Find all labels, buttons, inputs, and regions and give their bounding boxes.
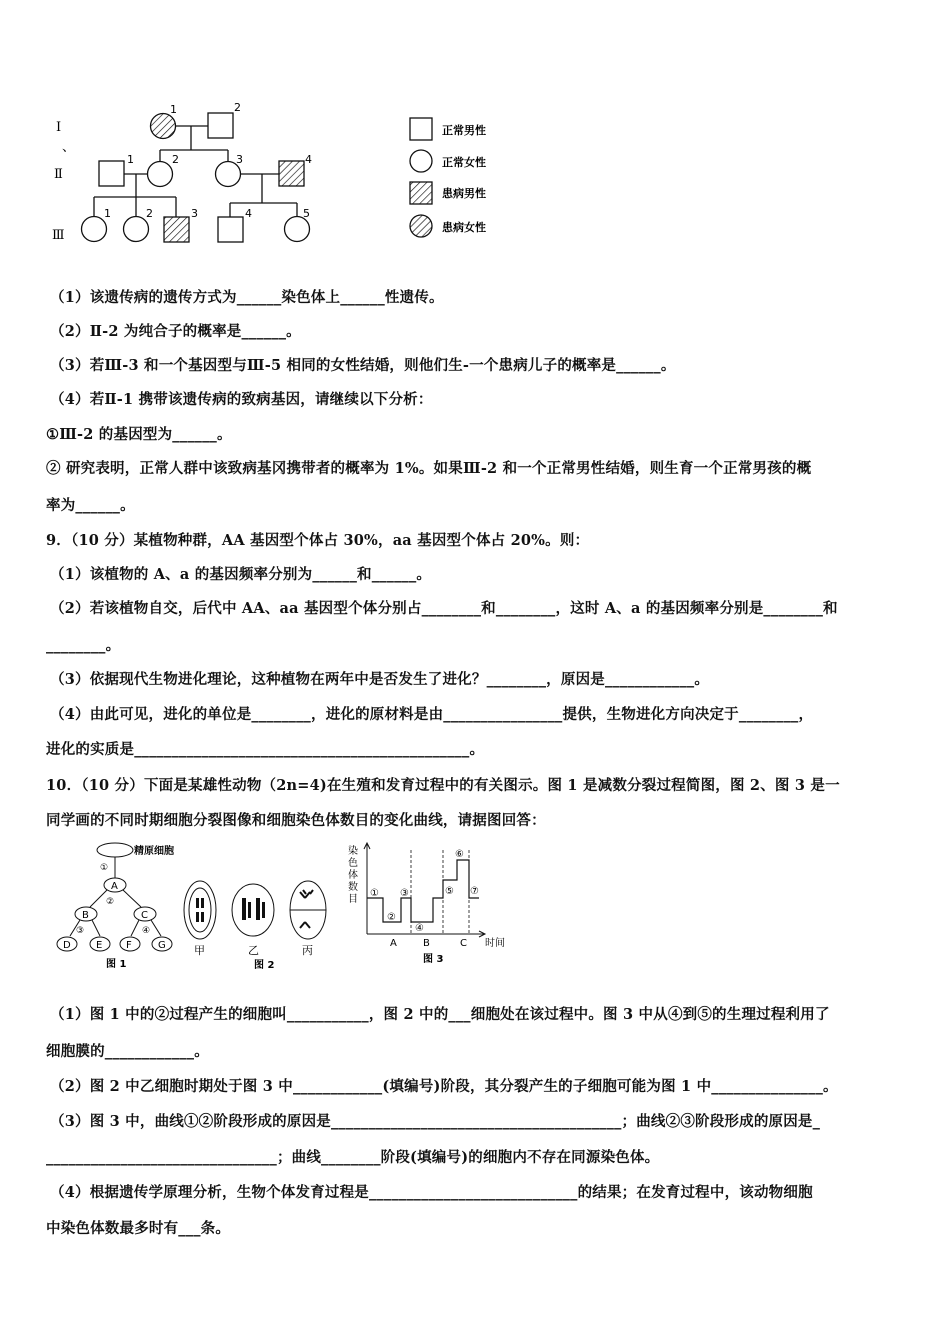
fig1-top-label: 精原细胞	[134, 846, 174, 857]
q8-part4-b-line1: ② 研究表明，正常人群中该致病基冈携带者的概率为 1%。如果Ⅲ-2 和一个正常男性结婚，则生育一个正常男孩的概	[46, 460, 812, 477]
fig2-caption: 图 2	[254, 960, 275, 971]
q8-part3: （3）若Ⅲ-3 和一个基因型与Ⅲ-5 相同的女性结婚，则他们生-一个患病儿子的概率是______。	[50, 357, 676, 374]
fig3-caption: 图 3	[423, 954, 444, 965]
q9-header: 9．（10 分）某植物种群，AA 基因型个体占 30%，aa 基因型个体占 20%。则：	[46, 532, 590, 549]
figure-2-cell-division	[178, 872, 336, 972]
gen-label-III: Ⅲ	[52, 228, 65, 243]
q9-part4-line1: （4）由此可见，进化的单位是________，进化的原材料是由________________提供，生物进化方向决定于________，	[50, 706, 814, 723]
cell-yi	[232, 884, 274, 936]
fig1-label-E: E	[96, 940, 103, 951]
num-II-4: 4	[305, 153, 312, 166]
q10-part1-line2: 细胞膜的____________。	[46, 1043, 209, 1060]
gen-sep: 、	[62, 140, 76, 155]
fig3-ylabel-char-4: 目	[348, 894, 358, 905]
legend-normal-female-symbol	[410, 150, 432, 172]
III-4-normal-male	[218, 217, 243, 242]
fig3-xtick-C: C	[460, 938, 467, 949]
I-2-normal-male	[208, 113, 233, 138]
fig1-label-G: G	[158, 940, 166, 951]
figure-1-meiosis-tree	[48, 840, 183, 975]
legend-affected-female: 患病女性	[442, 221, 486, 234]
q8-part2: （2）Ⅱ-2 为纯合子的概率是______。	[50, 323, 301, 340]
num-III-1: 1	[104, 207, 111, 220]
fig3-stage-4: ④	[415, 923, 424, 934]
II-1-normal-male	[99, 161, 124, 186]
num-III-4: 4	[245, 207, 252, 220]
legend-normal-male-symbol	[410, 118, 432, 140]
fig2-label-bing: 丙	[302, 944, 313, 957]
num-III-2: 2	[146, 207, 153, 220]
fig3-xtick-A: A	[390, 938, 397, 949]
q10-header-line2: 同学画的不同时期细胞分裂图像和细胞染色体数目的变化曲线，请据图回答：	[46, 812, 546, 829]
q8-part4-a: ①Ⅲ-2 的基因型为______。	[46, 426, 232, 443]
fig3-stage-3: ③	[400, 888, 409, 899]
fig2-label-jia: 甲	[194, 944, 205, 957]
fig3-curve	[367, 860, 479, 922]
num-II-1: 1	[127, 153, 134, 166]
q9-part3: （3）依据现代生物进化理论，这种植物在两年中是否发生了进化？________，原因是____________。	[50, 671, 710, 688]
q9-part2-line2: ________。	[46, 637, 121, 654]
fig1-label-A: A	[111, 881, 118, 892]
fig1-step-3: ③	[76, 926, 85, 936]
fig3-ylabel-char-0: 染	[348, 846, 358, 857]
fig3-stage-2: ②	[387, 912, 396, 923]
num-III-5: 5	[303, 207, 310, 220]
fig3-stage-6: ⑥	[455, 849, 464, 860]
num-III-3: 3	[191, 207, 198, 220]
gen-label-I: I	[56, 120, 62, 135]
fig1-label-F: F	[126, 940, 132, 951]
q10-part2: （2）图 2 中乙细胞时期处于图 3 中____________(填编号)阶段，其分裂产生的子细胞可能为图 1 中_______________。	[50, 1078, 838, 1095]
III-1-normal-female	[82, 217, 107, 242]
q10-header-line1: 10．（10 分）下面是某雄性动物（2n=4)在生殖和发育过程中的有关图示。图 1 是减数分裂过程简图，图 2、图 3 是一	[46, 777, 840, 794]
q9-part1: （1）该植物的 A、a 的基因频率分别为______和______。	[50, 566, 432, 583]
legend-affected-female-symbol	[410, 215, 432, 237]
fig3-ylabel-char-2: 体	[348, 870, 358, 881]
q9-part2-line1: （2）若该植物自交，后代中 AA、aa 基因型个体分别占________和________，这时 A、a 的基因频率分别是________和	[50, 600, 838, 617]
legend-normal-male: 正常男性	[442, 124, 486, 137]
fig1-step-1: ①	[100, 863, 109, 873]
II-4-affected-male	[279, 161, 304, 186]
fig1-caption: 图 1	[106, 959, 127, 970]
q8-part4-b-line2: 率为______。	[46, 497, 135, 514]
fig3-stage-5: ⑤	[445, 886, 454, 897]
q8-part1: （1）该遗传病的遗传方式为______染色体上______性遗传。	[50, 289, 444, 306]
gen-label-II: Ⅱ	[54, 167, 63, 182]
figure-3-chromosome-curve	[345, 840, 520, 970]
q10-part4-line2: 中染色体数最多时有___条。	[46, 1220, 231, 1237]
q10-part1-line1: （1）图 1 中的②过程产生的细胞叫___________，图 2 中的___细胞处在该过程中。图 3 中从④到⑤的生理过程利用了	[50, 1006, 830, 1023]
fig1-label-B: B	[82, 910, 89, 921]
q9-part4-line2: 进化的实质是_____________________________________________。	[46, 741, 485, 758]
fig1-step-4: ④	[142, 926, 151, 936]
II-2-normal-female	[148, 162, 173, 187]
pedigree-chart	[40, 95, 520, 255]
legend-affected-male: 患病男性	[442, 187, 486, 200]
fig1-step-2: ②	[106, 897, 115, 907]
q10-part3-line1: （3）图 3 中，曲线①②阶段形成的原因是_______________________________________；曲线②③阶段形成的原因是_	[50, 1113, 821, 1130]
fig3-xlabel: 时间	[485, 938, 505, 949]
num-II-2: 2	[172, 153, 179, 166]
fig3-stage-7: ⑦	[470, 886, 479, 897]
III-3-affected-male	[164, 217, 189, 242]
num-II-3: 3	[236, 153, 243, 166]
q10-part3-line2: _______________________________；曲线________阶段(填编号)的细胞内不存在同源染色体。	[46, 1149, 660, 1166]
legend-normal-female: 正常女性	[442, 156, 486, 169]
fig1-label-D: D	[63, 940, 71, 951]
fig3-ylabel-char-3: 数	[348, 882, 358, 893]
num-I-2: 2	[234, 101, 241, 114]
fig3-stage-1: ①	[370, 888, 379, 899]
I-1-affected-female	[151, 114, 176, 139]
fig1-label-C: C	[141, 910, 148, 921]
legend-affected-male-symbol	[410, 182, 432, 204]
spermatogonium-cell	[97, 843, 133, 857]
fig3-ylabel-char-1: 色	[348, 858, 358, 869]
q10-part4-line1: （4）根据遗传学原理分析，生物个体发育过程是____________________________的结果；在发育过程中，该动物细胞	[50, 1184, 813, 1201]
III-5-normal-female	[285, 217, 310, 242]
q8-part4: （4）若Ⅱ-1 携带该遗传病的致病基因，请继续以下分析：	[50, 391, 433, 408]
fig2-label-yi: 乙	[248, 944, 259, 957]
num-I-1: 1	[170, 103, 177, 116]
III-2-normal-female	[124, 217, 149, 242]
fig3-xtick-B: B	[423, 938, 430, 949]
